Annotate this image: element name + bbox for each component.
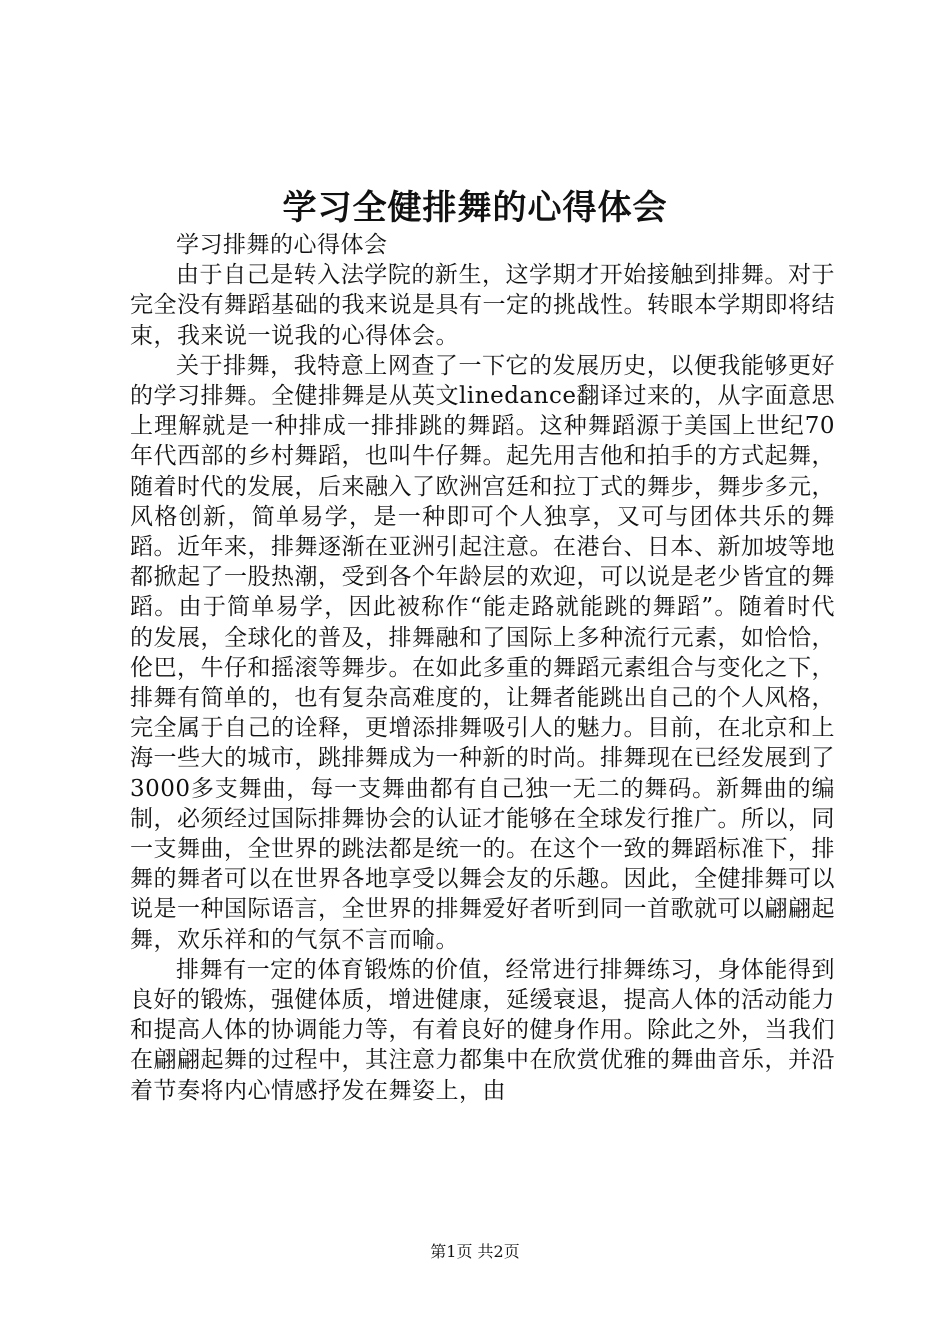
paragraph-intro: 由于自己是转入法学院的新生，这学期才开始接触到排舞。对于完全没有舞蹈基础的我来说是具有一定的挑战性。转眼本学期即将结束，我来说一说我的心得体会。 (130, 262, 835, 349)
document-title: 学习全健排舞的心得体会 (282, 188, 668, 228)
page-number-footer: 第1页 共2页 (430, 1242, 520, 1261)
paragraph-subtitle: 学习排舞的心得体会 (176, 232, 388, 258)
paragraph-history: 关于排舞，我特意上网查了一下它的发展历史，以便我能够更好的学习排舞。全健排舞是从英文linedance翻译过来的，从字面意思上理解就是一种排成一排排跳的舞蹈。这种舞蹈源于美国上世纪70年代西部的乡村舞蹈，也叫牛仔舞。起先用吉他和拍手的方式起舞，随着时代的发展，后来融入了欧洲宫廷和拉丁式的舞步，舞步多元，风格创新，简单易学，是一种即可个人独享，又可与团体共乐的舞蹈。近年来，排舞逐渐在亚洲引起注意。在港台、日本、新加坡等地都掀起了一股热潮，受到各个年龄层的欢迎，可以说是老少皆宜的舞蹈。由于简单易学，因此被称作“能走路就能跳的舞蹈”。随着时代的发展，全球化的普及，排舞融和了国际上多种流行元素，如恰恰，伦巴，牛仔和摇滚等舞步。在如此多重的舞蹈元素组合与变化之下，排舞有简单的，也有复杂高难度的，让舞者能跳出自己的个人风格，完全属于自己的诠释，更增添排舞吸引人的魅力。目前，在北京和上海一些大的城市，跳排舞成为一种新的时尚。排舞现在已经发展到了3000多支舞曲，每一支舞曲都有自己独一无二的舞码。新舞曲的编制，必须经过国际排舞协会的认证才能够在全球发行推广。所以，同一支舞曲，全世界的跳法都是统一的。在这个一致的舞蹈标准下，排舞的舞者可以在世界各地享受以舞会友的乐趣。因此，全健排舞可以说是一种国际语言，全世界的排舞爱好者听到同一首歌就可以翩翩起舞，欢乐祥和的气氛不言而喻。 (130, 352, 835, 953)
document-body (130, 230, 835, 1106)
paragraph-benefits: 排舞有一定的体育锻炼的价值，经常进行排舞练习，身体能得到良好的锻炼，强健体质，增进健康，延缓衰退，提高人体的活动能力和提高人体的协调能力等，有着良好的健身作用。除此之外，当我们在翩翩起舞的过程中，其注意力都集中在欣赏优雅的舞曲音乐，并沿着节奏将内心情感抒发在舞姿上，由 (130, 956, 835, 1104)
